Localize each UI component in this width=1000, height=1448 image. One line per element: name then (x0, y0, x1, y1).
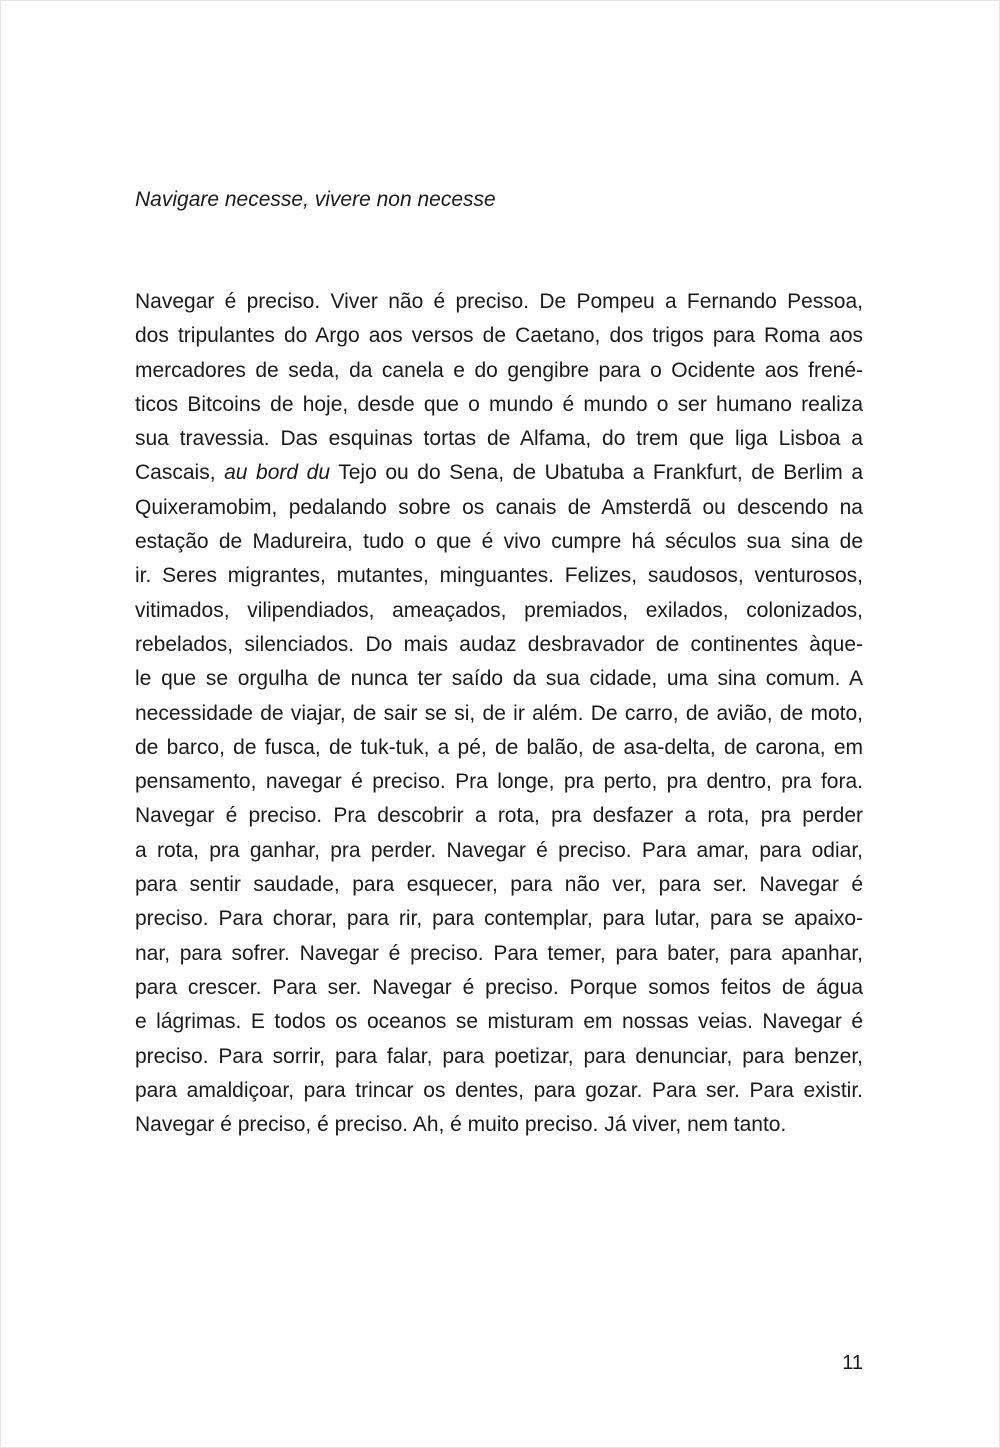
paragraph-line: necessidade de viajar, de sair se si, de ir além. De carro, de avião, de moto, (135, 701, 863, 725)
paragraph-line: vitimados, vilipendiados, ameaçados, premiados, exilados, colonizados, (135, 598, 863, 622)
paragraph-line: ticos Bitcoins de hoje, desde que o mundo é mundo o ser humano realiza (135, 392, 863, 416)
paragraph-line: ir. Seres migrantes, mutantes, minguantes. Felizes, saudosos, venturosos, (135, 564, 863, 588)
paragraph-line: pensamento, navegar é preciso. Pra longe, pra perto, pra dentro, pra fora. (135, 770, 863, 794)
paragraph-line: e lágrimas. E todos os oceanos se misturam em nossas veias. Navegar é (135, 1010, 863, 1034)
page-title: Navigare necesse, vivere non necesse (135, 188, 496, 211)
paragraph-line: de barco, de fusca, de tuk-tuk, a pé, de balão, de asa-delta, de carona, em (135, 735, 863, 759)
italic-phrase: au bord du (224, 461, 331, 485)
paragraph-line: estação de Madureira, tudo o que é vivo cumpre há séculos sua sina de (135, 530, 863, 554)
paragraph-line: preciso. Para sorrir, para falar, para poetizar, para denunciar, para benzer, (135, 1044, 863, 1068)
paragraph-line: sua travessia. Das esquinas tortas de Alfama, do trem que liga Lisboa a (135, 427, 863, 451)
body-paragraph (135, 285, 863, 1142)
paragraph-line: preciso. Para chorar, para rir, para contemplar, para lutar, para se apaixo- (135, 907, 863, 931)
paragraph-line (135, 456, 863, 490)
paragraph-line: dos tripulantes do Argo aos versos de Caetano, dos trigos para Roma aos (135, 324, 863, 348)
paragraph-line: para sentir saudade, para esquecer, para não ver, para ser. Navegar é (135, 873, 863, 897)
paragraph-line: para amaldiçoar, para trincar os dentes, para gozar. Para ser. Para existir. (135, 1078, 863, 1102)
paragraph-line: nar, para sofrer. Navegar é preciso. Para temer, para bater, para apanhar, (135, 941, 863, 965)
line-text: Cascais, (135, 461, 225, 485)
paragraph-line: le que se orgulha de nunca ter saído da sua cidade, uma sina comum. A (135, 667, 863, 691)
page-number: 11 (842, 1352, 863, 1374)
paragraph-line: para crescer. Para ser. Navegar é preciso. Porque somos feitos de água (135, 975, 863, 999)
paragraph-line: Navegar é preciso. Pra descobrir a rota, pra desfazer a rota, pra perder (135, 804, 863, 828)
paragraph-line: Navegar é preciso. Viver não é preciso. De Pompeu a Fernando Pessoa, (135, 290, 863, 313)
paragraph-line: Navegar é preciso, é preciso. Ah, é muito preciso. Já viver, nem tanto. (135, 1113, 787, 1137)
line-text: Tejo ou do Sena, de Ubatuba a Frankfurt, de Berlim a (330, 461, 864, 485)
paragraph-line: rebelados, silenciados. Do mais audaz desbravador de continentes àque- (135, 632, 863, 656)
paragraph-line: Quixeramobim, pedalando sobre os canais de Amsterdã ou descendo na (135, 495, 863, 519)
paragraph-line: mercadores de seda, da canela e do gengibre para o Ocidente aos frené- (135, 358, 863, 382)
paragraph-line: a rota, pra ganhar, pra perder. Navegar é preciso. Para amar, para odiar, (135, 838, 863, 862)
